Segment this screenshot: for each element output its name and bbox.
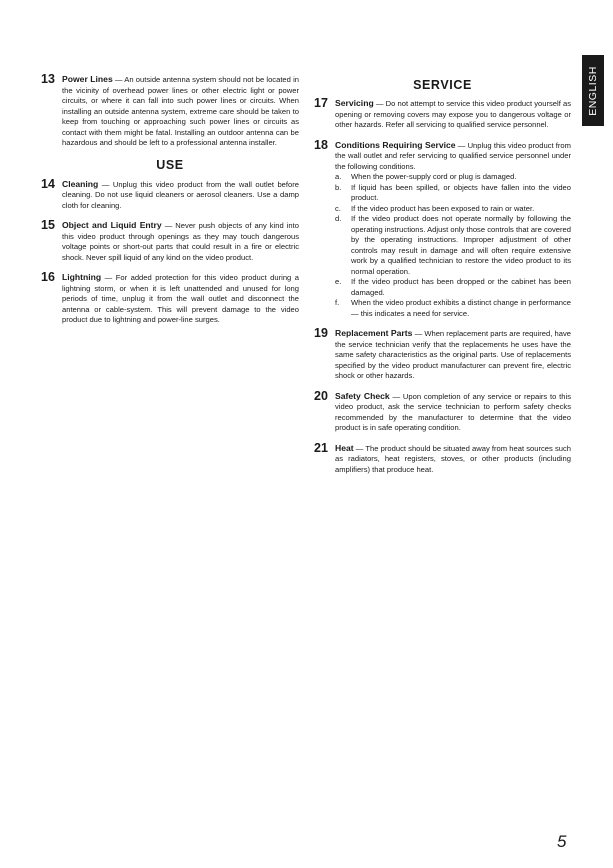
item-description: — Unplug this video product from the wall outlet and refer servicing to qualified service personnel under the following conditions. (335, 140, 571, 171)
item-description: — An outside antenna system should not be located in the vicinity of overhead power lines or other electric light or power circuits, or where it can fall into such power lines or circuits. When installing an outside antenna system, extreme care should be taken to keep from touching or approaching such power lines or circuits as contact with them might be fatal. Installing an outdoor antenna can be hazardous and should be left to a professional antenna installer. (62, 75, 299, 147)
item-title: Cleaning (62, 178, 99, 189)
condition-text: If the video product has been dropped or the cabinet has been damaged. (351, 277, 571, 297)
safety-item-17 (314, 98, 571, 131)
item-text (335, 140, 571, 173)
page-number: 5 (557, 832, 567, 851)
item-number: 17 (314, 96, 328, 110)
item-title: Safety Check (335, 390, 390, 401)
condition-letter: f. (335, 298, 340, 307)
safety-item-21 (314, 440, 571, 476)
item-title: Replacement Parts (335, 328, 413, 338)
condition-text: When the video product exhibits a distinct change in performance — this indicates a need for service. (351, 298, 571, 318)
service-section-heading: SERVICE (413, 78, 472, 92)
item-text (335, 328, 571, 382)
right-column (314, 74, 571, 484)
safety-item-14 (41, 176, 299, 212)
safety-item-15 (41, 220, 299, 263)
item-text (62, 220, 299, 263)
language-tab (582, 55, 604, 126)
left-column (41, 74, 299, 335)
item-text (62, 179, 299, 212)
item-text (335, 443, 571, 476)
item-description: — Do not attempt to service this video product yourself as opening or removing covers may expose you to dangerous voltage or other hazards. Refer all servicing to qualified service personnel. (335, 99, 571, 129)
item-number: 18 (314, 137, 328, 152)
item-number: 19 (314, 326, 328, 340)
item-description: — When replacement parts are required, have the service technician verify that the replacements he uses have the same safety characteristics as the original parts. Use of replacements specified by the video product manufacturer can prevent fire, electric shock or other hazards. (335, 329, 571, 380)
item-number: 21 (314, 440, 328, 455)
item-title: Conditions Requiring Service (335, 139, 456, 150)
item-description: — Never push objects of any kind into this video product through openings as they may touch dangerous voltage points or short-out parts that could result in a fire or electric shock. Never spill liquid of any kind on the video product. (62, 221, 299, 262)
condition-text: When the power-supply cord or plug is damaged. (351, 172, 517, 181)
safety-item-18 (314, 137, 571, 320)
language-tab-label: ENGLISH (587, 65, 600, 116)
condition-letter: d. (335, 214, 342, 223)
condition-text: If the video product does not operate normally by following the operating instructions. Adjust only those controls that are covered by the operating instructions. Improper adjustment of other controls may result in damage and will often require extensive work by a qualified technician to restore the video product to its normal operation. (351, 214, 571, 276)
item-title: Heat (335, 442, 354, 453)
condition-text: If the video product has been exposed to rain or water. (351, 203, 535, 213)
item-number: 16 (41, 270, 55, 284)
item-number: 14 (41, 176, 55, 191)
condition-item (335, 298, 571, 319)
item-number: 20 (314, 388, 328, 403)
item-number: 13 (41, 72, 55, 86)
item-title: Servicing (335, 98, 374, 108)
item-title: Lightning (62, 272, 102, 282)
item-description: — Unplug this video product from the wall outlet before cleaning. Do not use liquid cleaners or aerosol cleaners. Use a damp cloth for cleaning. (62, 179, 299, 210)
condition-item (335, 277, 571, 298)
condition-text: If liquid has been spilled, or objects have fallen into the video product. (351, 182, 571, 202)
condition-item (335, 204, 571, 215)
condition-letter: c. (335, 203, 341, 213)
condition-letter: a. (335, 172, 342, 181)
condition-letter: b. (335, 182, 342, 192)
item-description: — The product should be situated away from heat sources such as radiators, heat registers, stoves, or other products (including amplifiers) that produce heat. (335, 443, 571, 474)
use-section-heading: USE (156, 157, 184, 172)
item-title: Object and Liquid Entry (62, 220, 162, 230)
safety-item-16 (41, 272, 299, 326)
condition-item (335, 214, 571, 277)
item-description: — For added protection for this video product during a lightning storm, or when it is left unattended and unused for long periods of time, unplug it from the wall outlet and disconnect the antenna or cable-system. This will prevent damage to the video product due to lightning and power-line surges. (62, 273, 299, 324)
condition-list (335, 172, 571, 319)
item-text (335, 98, 571, 131)
item-text (62, 74, 299, 149)
safety-item-19 (314, 328, 571, 382)
condition-letter: e. (335, 277, 342, 286)
safety-item-20 (314, 388, 572, 434)
condition-item (335, 172, 571, 183)
safety-item-13 (41, 74, 299, 149)
item-title: Power Lines (62, 74, 113, 84)
item-number: 15 (41, 218, 55, 232)
item-description: — Upon completion of any service or repairs to this video product, ask the service technician to perform safety checks recommended by the manufacturer to determine that the video product is in safe operating condition. (335, 391, 572, 432)
item-text (335, 391, 571, 434)
item-text (62, 272, 299, 326)
condition-item (335, 183, 571, 204)
